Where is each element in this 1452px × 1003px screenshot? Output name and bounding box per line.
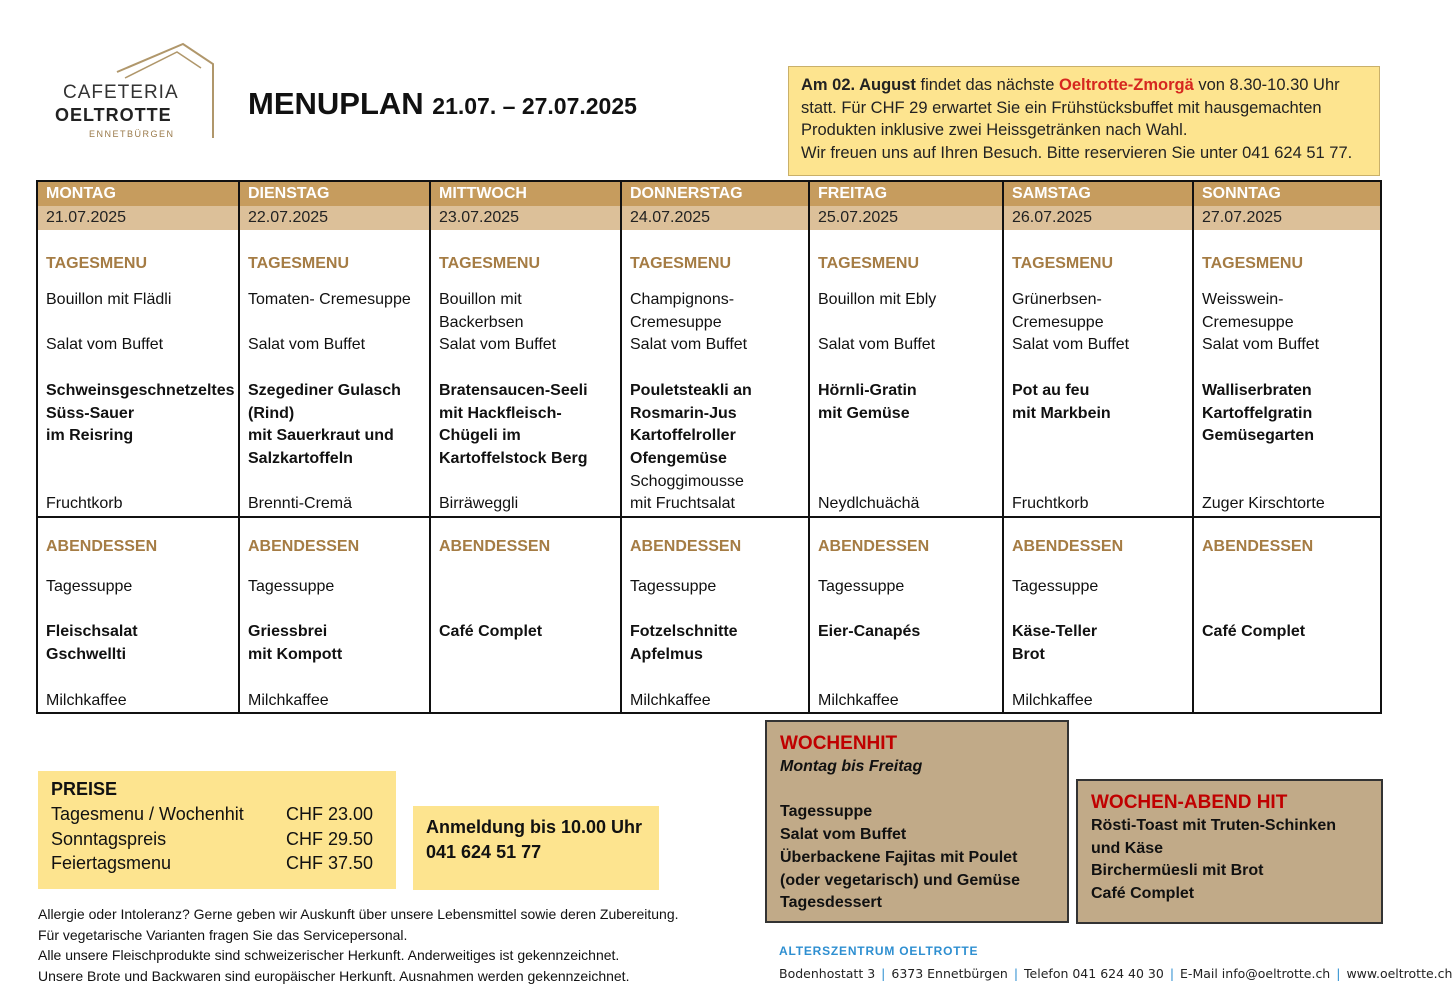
dinner-section-title: ABENDESSEN	[1012, 538, 1124, 555]
abendhit-item: Rösti-Toast mit Truten-Schinken	[1091, 817, 1337, 834]
wochenhit-item: Tagessuppe	[780, 803, 873, 821]
menu-item: Bouillon mit	[439, 291, 522, 308]
footer-website[interactable]: www.oeltrotte.ch	[1346, 966, 1452, 981]
cafeteria-logo	[55, 42, 220, 142]
price-row	[51, 851, 373, 876]
day-column	[240, 182, 431, 712]
footer-address: Bodenhostatt 3 | 6373 Ennetbürgen | Telefon 041 624 40 30 | E-Mail info@oeltrotte.ch | www.oeltrotte.ch	[779, 966, 1452, 981]
dinner-item: Milchkaffee	[818, 691, 899, 709]
dinner-item: Tagessuppe	[248, 578, 335, 595]
main-dish-line: Kartoffelgratin	[1202, 404, 1313, 422]
lunch-section-title: TAGESMENU	[630, 255, 732, 272]
footer-organization: ALTERSZENTRUM OELTROTTE	[779, 944, 979, 958]
menu-item: Salat vom Buffet	[1202, 336, 1320, 354]
main-dish-line: Hörnli-Gratin	[818, 381, 917, 399]
main-dish-line: Süss-Sauer	[46, 404, 135, 422]
day-name: MONTAG	[38, 182, 238, 206]
menu-item: Salat vom Buffet	[818, 336, 936, 354]
main-dish-line: mit Gemüse	[818, 404, 910, 422]
logo-line-2: OELTROTTE	[55, 105, 172, 125]
main-dish-line: im Reisring	[46, 427, 134, 445]
dinner-dish-line: Fotzelschnitte	[630, 623, 738, 641]
title-dates: 21.07. – 27.07.2025	[432, 93, 637, 119]
menu-item: Salat vom Buffet	[46, 336, 164, 354]
footer-street: Bodenhostatt 3	[779, 966, 876, 981]
price-label: Feiertagsmenu	[51, 853, 172, 873]
dinner-item: Tagessuppe	[1012, 578, 1099, 595]
dinner-section-title: ABENDESSEN	[1202, 538, 1314, 555]
notice-text-c: Wir freuen uns auf Ihren Besuch. Bitte reservieren Sie unter 041 624 51 77.	[801, 143, 1353, 162]
menu-item: Cremesuppe	[1202, 313, 1294, 331]
footnote: Alle unsere Fleischprodukte sind schweizerischer Herkunft. Anderweitiges ist gekennzeichnet.	[38, 947, 620, 963]
day-name: SONNTAG	[1194, 182, 1380, 206]
dinner-section-title: ABENDESSEN	[818, 538, 930, 555]
day-name: FREITAG	[810, 182, 1002, 206]
menu-item: Birräweggli	[439, 495, 519, 513]
menu-item: Salat vom Buffet	[439, 336, 557, 354]
day-column	[1004, 182, 1194, 712]
notice-event: Oeltrotte-Zmorgä	[1059, 76, 1194, 94]
day-name: SAMSTAG	[1004, 182, 1192, 206]
logo-line-1: CAFETERIA	[63, 82, 179, 103]
menu-item: Cremesuppe	[630, 313, 722, 331]
footer-town: 6373 Ennetbürgen	[891, 966, 1008, 981]
dinner-dish-line: Fleischsalat	[46, 623, 138, 641]
prices-title: PREISE	[51, 779, 118, 799]
price-label: Tagesmenu / Wochenhit	[51, 804, 244, 824]
price-row	[51, 802, 373, 827]
main-dish-line: Gemüsegarten	[1202, 427, 1315, 445]
lunch-section-title: TAGESMENU	[1012, 255, 1114, 272]
day-date: 22.07.2025	[240, 206, 429, 230]
menu-item: Weisswein-	[1202, 291, 1284, 308]
lunch-section-title: TAGESMENU	[46, 255, 148, 272]
price-value: CHF 37.50	[285, 853, 373, 873]
main-dish-line: mit Markbein	[1012, 404, 1111, 422]
day-date: 26.07.2025	[1004, 206, 1192, 230]
zmorga-notice	[788, 66, 1380, 176]
day-name: DONNERSTAG	[622, 182, 808, 206]
wochenhit-item: (oder vegetarisch) und Gemüse	[780, 871, 1021, 889]
menu-item: Bouillon mit Ebly	[818, 291, 937, 308]
abendhit-box	[1076, 779, 1383, 924]
abendhit-item: und Käse	[1091, 839, 1164, 857]
wochenhit-item: Tagesdessert	[780, 894, 882, 912]
day-column	[622, 182, 810, 712]
price-row	[51, 827, 373, 852]
notice-date: Am 02. August	[801, 76, 916, 94]
footer-email[interactable]: E-Mail info@oeltrotte.ch	[1180, 966, 1331, 981]
wochenhit-item: Salat vom Buffet	[780, 826, 907, 844]
menu-item: Cremesuppe	[1012, 313, 1104, 331]
main-dish-line: Pouletsteakli an	[630, 381, 752, 399]
lunch-section-title: TAGESMENU	[1202, 255, 1304, 272]
main-dish-line: Rosmarin-Jus	[630, 404, 737, 422]
dinner-dish-line: Käse-Teller	[1012, 623, 1098, 641]
menu-item: Tomaten- Cremesuppe	[248, 291, 411, 308]
day-date: 23.07.2025	[431, 206, 620, 230]
day-name: MITTWOCH	[431, 182, 620, 206]
dinner-section-title: ABENDESSEN	[630, 538, 742, 555]
dinner-section-title: ABENDESSEN	[248, 538, 360, 555]
dinner-item: Milchkaffee	[248, 691, 329, 709]
main-dish-line: Bratensaucen-Seeli	[439, 381, 588, 399]
prices-box	[38, 771, 396, 889]
menu-item: Neydlchuächä	[818, 495, 920, 513]
lunch-section-title: TAGESMENU	[818, 255, 920, 272]
day-date: 25.07.2025	[810, 206, 1002, 230]
lunch-section-title: TAGESMENU	[439, 255, 541, 272]
dinner-section-title: ABENDESSEN	[439, 538, 551, 555]
dinner-dish-line: mit Kompott	[248, 646, 343, 664]
notice-text-a: findet das nächste	[915, 76, 1060, 94]
dinner-item: Milchkaffee	[630, 691, 711, 709]
dinner-item: Milchkaffee	[46, 691, 127, 709]
day-column	[1194, 182, 1380, 712]
footnotes	[38, 904, 679, 986]
price-label: Sonntagspreis	[51, 828, 167, 849]
menu-item: Fruchtkorb	[1012, 495, 1089, 513]
dinner-dish-line: Brot	[1012, 646, 1045, 664]
main-dish-line: Walliserbraten	[1202, 381, 1312, 399]
day-date: 21.07.2025	[38, 206, 238, 230]
footnote: Unsere Brote und Backwaren sind europäischer Herkunft. Ausnahmen werden gekennzeichnet.	[38, 967, 630, 984]
menu-item: Salat vom Buffet	[248, 336, 366, 354]
dinner-dish-line: Café Complet	[1202, 623, 1306, 641]
menu-item: Brennti-Cremä	[248, 495, 353, 513]
menu-item: Fruchtkorb	[46, 495, 123, 513]
menu-item: Backerbsen	[439, 313, 524, 331]
registration-box	[413, 806, 659, 890]
day-column	[810, 182, 1004, 712]
footnote: Für vegetarische Varianten fragen Sie das Servicepersonal.	[38, 926, 408, 943]
day-name: DIENSTAG	[240, 182, 429, 206]
dinner-dish-line: Griessbrei	[248, 623, 328, 641]
menu-table	[36, 180, 1382, 714]
menu-item: Champignons-	[630, 291, 735, 308]
main-dish-line: Salzkartoffeln	[248, 449, 353, 467]
wochenhit-item: Überbackene Fajitas mit Poulet	[780, 848, 1018, 866]
registration-phone: 041 624 51 77	[426, 842, 542, 862]
notice-text-b: von 8.30-10.30 Uhr statt. Für CHF 29 erwartet Sie ein Frühstücksbuffet mit hausgemachten Produkten inklusive zwei Heissgetränken nach Wahl.	[801, 76, 1340, 139]
wochenhit-subtitle: Montag bis Freitag	[780, 758, 923, 775]
menu-item: Salat vom Buffet	[1012, 336, 1130, 354]
main-dish-line: Chügeli im	[439, 427, 521, 445]
main-dish-line: mit Hackfleisch-	[439, 404, 562, 422]
day-date: 24.07.2025	[622, 206, 808, 230]
dinner-item: Tagessuppe	[46, 578, 133, 595]
abendhit-item: Café Complet	[1091, 885, 1195, 903]
menu-item: Zuger Kirschtorte	[1202, 495, 1325, 513]
footnote: Allergie oder Intoleranz? Gerne geben wir Auskunft über unsere Lebensmittel sowie deren Zubereitung.	[38, 906, 679, 922]
day-column	[38, 182, 240, 712]
menu-item: mit Fruchtsalat	[630, 495, 735, 513]
dinner-item: Milchkaffee	[1012, 691, 1093, 709]
lunch-section-title: TAGESMENU	[248, 255, 350, 272]
registration-deadline: Anmeldung bis 10.00 Uhr	[426, 817, 643, 837]
dinner-dish-line: Gschwellti	[46, 646, 127, 664]
title-text: MENUPLAN	[248, 86, 424, 121]
dinner-item: Tagessuppe	[818, 578, 905, 595]
main-dish-line: Szegediner Gulasch	[248, 381, 401, 399]
main-dish-line: Pot au feu	[1012, 381, 1090, 399]
main-dish-line: Kartoffelroller	[630, 427, 736, 445]
wochenhit-box	[765, 720, 1069, 923]
dinner-dish-line: Apfelmus	[630, 646, 703, 664]
main-dish-line: Kartoffelstock Berg	[439, 449, 588, 467]
main-dish-line: (Rind)	[248, 404, 295, 422]
day-column	[431, 182, 622, 712]
menu-item: Bouillon mit Flädli	[46, 291, 172, 308]
main-dish-line: Ofengemüse	[630, 449, 727, 467]
footer-phone: Telefon 041 624 40 30	[1024, 966, 1164, 981]
price-value: CHF 29.50	[285, 828, 373, 849]
dinner-dish-line: Café Complet	[439, 623, 543, 641]
logo-line-3: ENNETBÜRGEN	[89, 129, 175, 139]
menu-item: Salat vom Buffet	[630, 336, 748, 354]
page-title	[248, 86, 637, 122]
wochenhit-title: WOCHENHIT	[780, 733, 898, 754]
day-date: 27.07.2025	[1194, 206, 1380, 230]
abendhit-title: WOCHEN-ABEND HIT	[1091, 792, 1288, 813]
menu-item: Grünerbsen-	[1012, 291, 1102, 308]
dinner-dish-line: Eier-Canapés	[818, 623, 921, 641]
main-dish-line: mit Sauerkraut und	[248, 427, 394, 445]
price-value: CHF 23.00	[285, 804, 373, 824]
dinner-section-title: ABENDESSEN	[46, 538, 158, 555]
main-dish-line: Schweinsgeschnetzeltes	[46, 381, 235, 399]
abendhit-item: Birchermüesli mit Brot	[1091, 862, 1264, 880]
menu-item: Schoggimousse	[630, 472, 744, 490]
dinner-item: Tagessuppe	[630, 578, 717, 595]
